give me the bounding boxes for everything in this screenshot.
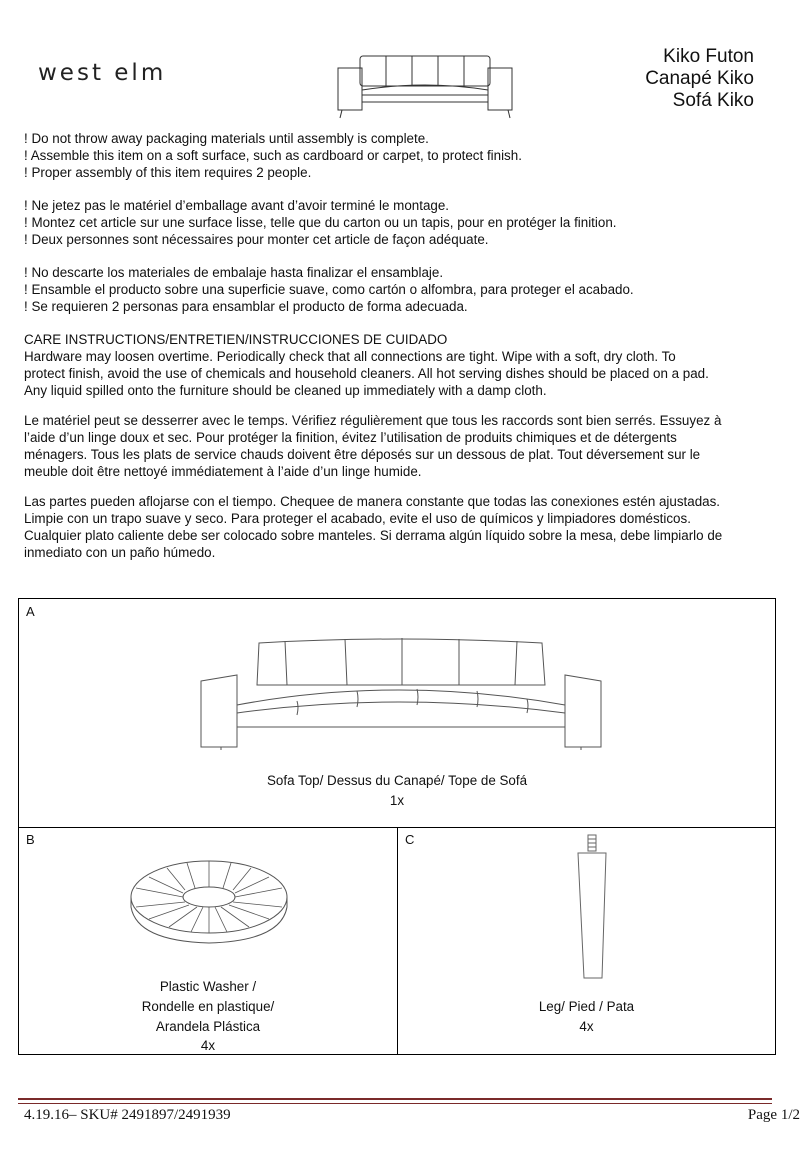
care-line: ménagers. Tous les plats de service chauds doivent être déposés sur un dessous de plat. Tout déversement sur le xyxy=(24,447,701,462)
care-line: l’aide d’un linge doux et sec. Pour protéger la finition, évitez l’utilisation de produits chimiques et de détergents xyxy=(24,430,677,445)
part-a-name: Sofa Top/ Dessus du Canapé/ Tope de Sofá xyxy=(266,773,528,788)
warning-line: ! Deux personnes sont nécessaires pour monter cet article de façon adéquate. xyxy=(24,232,489,247)
sofa-illustration-header xyxy=(330,50,520,120)
part-letter: A xyxy=(26,604,35,619)
part-a-cell xyxy=(19,599,775,828)
care-line: Cualquier plato caliente debe ser colocado sobre manteles. Si derrama algún líquido sobre la mesa, debe limpiarlo de xyxy=(24,528,723,543)
title-es: Sofá Kiko xyxy=(672,90,754,111)
part-letter: B xyxy=(26,832,35,847)
warning-line: ! Do not throw away packaging materials until assembly is complete. xyxy=(24,131,429,146)
part-c-name: Leg/ Pied / Pata xyxy=(538,999,635,1014)
warning-line: ! Ensamble el producto sobre una superficie suave, como cartón o alfombra, para proteger el acabado. xyxy=(24,282,634,297)
warning-line: ! No descarte los materiales de embalaje hasta finalizar el ensamblaje. xyxy=(24,265,444,280)
care-line: Le matériel peut se desserrer avec le temps. Vérifiez régulièrement que tous les raccords sont bien serrés. Essuyez à xyxy=(24,413,722,428)
warning-line: ! Se requieren 2 personas para ensamblar el producto de forma adecuada. xyxy=(24,299,468,314)
part-b-name-line-3: Arandela Plástica xyxy=(155,1019,261,1034)
care-line: inmediato con un paño húmedo. xyxy=(24,545,216,560)
care-line: Hardware may loosen overtime. Periodically check that all connections are tight. Wipe with a soft, dry cloth. To xyxy=(24,349,676,364)
part-letter: C xyxy=(405,832,415,847)
warning-line: ! Proper assembly of this item requires 2 people. xyxy=(24,165,312,180)
warning-line: ! Montez cet article sur une surface lisse, telle que du carton ou un tapis, pour en protéger la finition. xyxy=(24,215,617,230)
title-fr: Canapé Kiko xyxy=(645,68,754,89)
product-titles xyxy=(645,46,754,112)
part-b-name-line-2: Rondelle en plastique/ xyxy=(141,999,275,1014)
plastic-washer-illustration xyxy=(127,855,291,951)
part-b-cell xyxy=(19,827,398,1054)
part-b-qty: 4x xyxy=(200,1038,216,1053)
warning-line: ! Assemble this item on a soft surface, such as cardboard or carpet, to protect finish. xyxy=(24,148,522,163)
care-line: meuble doit être nettoyé immédiatement à l’aide d’un linge humide. xyxy=(24,464,422,479)
footer-divider xyxy=(18,1098,772,1104)
part-b-name-line-1: Plastic Washer / xyxy=(159,979,257,994)
part-a-qty: 1x xyxy=(389,793,405,808)
part-c-qty: 4x xyxy=(579,1019,594,1034)
title-en: Kiko Futon xyxy=(663,46,754,67)
parts-list xyxy=(18,598,776,1055)
brand-logo: west elm xyxy=(38,60,167,86)
instructions-body xyxy=(24,130,784,561)
care-line: Any liquid spilled onto the furniture should be cleaned up immediately with a damp cloth. xyxy=(24,383,547,398)
part-c-cell xyxy=(398,827,775,1054)
page-number: Page 1/2 xyxy=(747,1107,800,1123)
sofa-top-illustration xyxy=(197,635,607,750)
footer-sku: 4.19.16– SKU# 2491897/2491939 xyxy=(24,1107,231,1123)
leg-illustration xyxy=(572,833,612,983)
care-line: Limpie con un trapo suave y seco. Para proteger el acabado, evite el uso de químicos y limpiadores domésticos. xyxy=(24,511,691,526)
care-heading: CARE INSTRUCTIONS/ENTRETIEN/INSTRUCCIONES DE CUIDADO xyxy=(24,332,448,347)
warning-line: ! Ne jetez pas le matériel d’emballage avant d’avoir terminé le montage. xyxy=(24,198,450,213)
care-line: Las partes pueden aflojarse con el tiempo. Chequee de manera constante que todas las conexiones estén ajustadas. xyxy=(24,494,721,509)
care-line: protect finish, avoid the use of chemicals and household cleaners. All hot serving dishes should be placed on a pad. xyxy=(24,366,709,381)
